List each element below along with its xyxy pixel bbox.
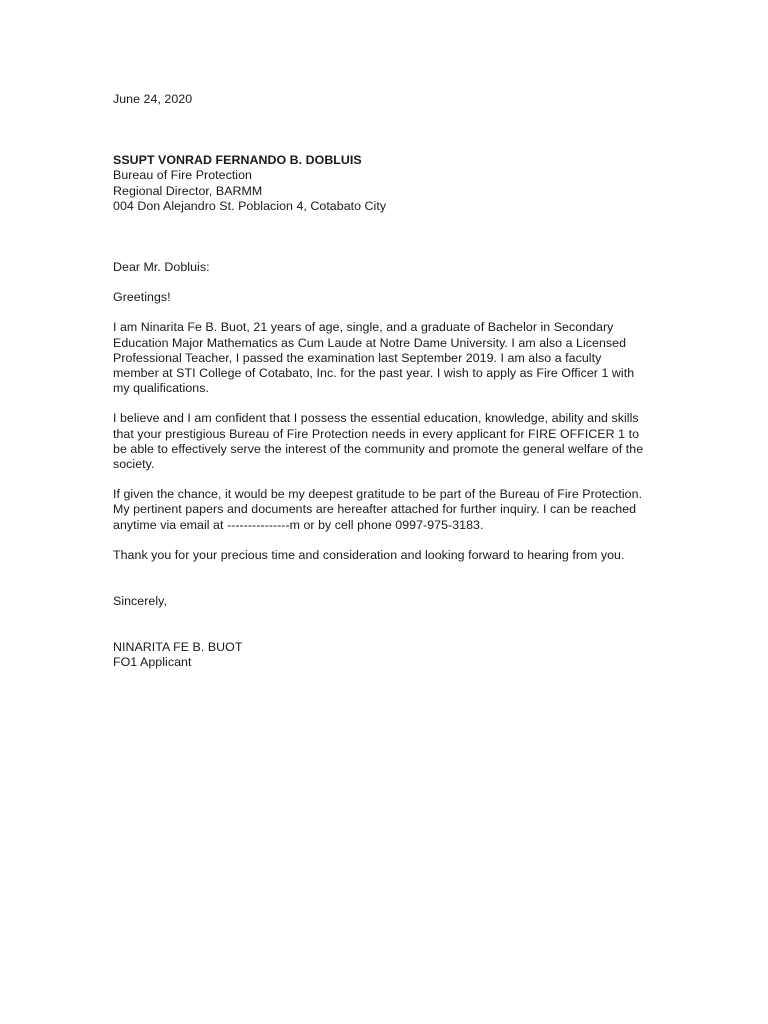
salutation: Dear Mr. Dobluis: [113,260,210,275]
spacer [113,107,658,153]
paragraph-line: anytime via email at ---------------m or by cell phone 0997-975-3183. [113,517,484,532]
paragraph-line: I am Ninarita Fe B. Buot, 21 years of age, single, and a graduate of Bachelor in Secondary [113,320,614,335]
spacer [113,563,658,594]
recipient-block [113,153,658,214]
paragraph-thanks [113,548,658,563]
paragraph-line: be able to effectively serve the interest of the community and promote the general welfare of the [113,441,644,456]
paragraph-line: I believe and I am confident that I possess the essential education, knowledge, ability and skills [113,411,639,426]
spacer [113,396,658,411]
paragraph-qualifications [113,411,658,472]
spacer [113,275,658,290]
paragraph-introduction [113,320,658,396]
spacer [113,533,658,548]
signature-name: NINARITA FE B. BUOT [113,640,243,655]
signature-block [113,640,658,670]
paragraph-line: society. [113,457,155,472]
recipient-name: SSUPT VONRAD FERNANDO B. DOBLUIS [113,153,362,168]
letter-body [113,92,658,671]
signature-title: FO1 Applicant [113,655,192,670]
recipient-position: Regional Director, BARMM [113,183,263,198]
letter-date: June 24, 2020 [113,92,193,106]
paragraph-line: member at STI College of Cotabato, Inc. for the past year. I wish to apply as Fire Officer 1 with [113,366,635,381]
paragraph-line: that your prestigious Bureau of Fire Protection needs in every applicant for FIRE OFFICER 1 to [113,426,640,441]
spacer [113,305,658,320]
paragraph-line: My pertinent papers and documents are hereafter attached for further inquiry. I can be reached [113,502,637,517]
paragraph-line: my qualifications. [113,381,209,396]
closing: Sincerely, [113,594,167,609]
paragraph-line: If given the chance, it would be my deepest gratitude to be part of the Bureau of Fire Protection. [113,487,643,502]
spacer [113,472,658,487]
recipient-organization: Bureau of Fire Protection [113,168,252,183]
spacer [113,609,658,640]
paragraph-line: Education Major Mathematics as Cum Laude at Notre Dame University. I am also a Licensed [113,335,627,350]
paragraph-contact [113,487,658,533]
paragraph-line: Professional Teacher, I passed the examination last September 2019. I am also a faculty [113,350,602,365]
recipient-address: 004 Don Alejandro St. Poblacion 4, Cotabato City [113,198,387,213]
spacer [113,214,658,260]
paragraph-line: Thank you for your precious time and consideration and looking forward to hearing from you. [113,547,625,562]
greeting: Greetings! [113,290,171,305]
